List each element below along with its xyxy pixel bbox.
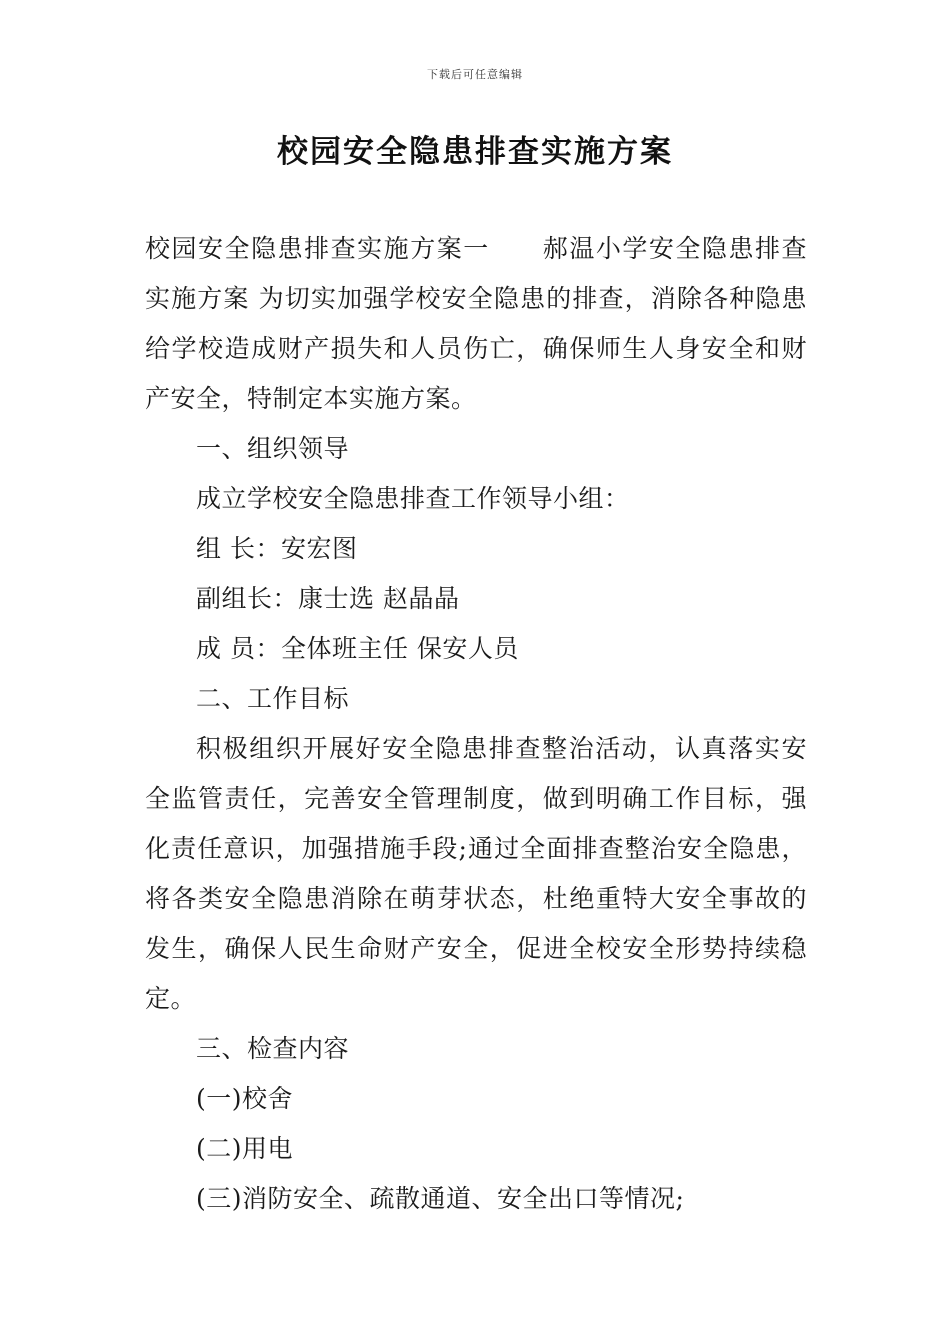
section-1-line: 成立学校安全隐患排查工作领导小组： <box>196 484 630 513</box>
document-title: 校园安全隐患排查实施方案 <box>277 134 673 170</box>
section-3-heading: 三、检查内容 <box>196 1034 350 1063</box>
intro-part2: 郝温小学安全隐患排查实施方案 为切实加强学校安全隐患的排查，消除各种隐患给学校造成财产损失和人员伤亡，确保师生人身安全和财产安全，特制定本实施方案。 <box>145 234 807 413</box>
deputy-leader-line: 副组长：康士选 赵晶晶 <box>196 584 460 613</box>
group-leader-line: 组 长：安宏图 <box>196 534 358 563</box>
section-1-heading: 一、组织领导 <box>196 434 350 463</box>
section-3-item-2: (二)用电 <box>196 1134 294 1163</box>
section-3-item-1: (一)校舍 <box>196 1084 294 1113</box>
intro-part1: 校园安全隐患排查实施方案一 <box>145 234 490 263</box>
section-2-heading: 二、工作目标 <box>196 684 350 713</box>
section-2-paragraph: 积极组织开展好安全隐患排查整治活动，认真落实安全监管责任，完善安全管理制度，做到明确工作目标，强化责任意识，加强措施手段;通过全面排查整治安全隐患，将各类安全隐患消除在萌芽状态，杜绝重特大安全事故的发生，确保人民生命财产安全，促进全校安全形势持续稳定。 <box>145 734 807 1013</box>
section-3-item-3: (三)消防安全、疏散通道、安全出口等情况; <box>196 1184 685 1213</box>
intro-paragraph <box>145 224 807 424</box>
document-body <box>145 224 807 1224</box>
header-note: 下载后可任意编辑 <box>427 68 523 81</box>
members-line: 成 员：全体班主任 保安人员 <box>196 634 519 663</box>
